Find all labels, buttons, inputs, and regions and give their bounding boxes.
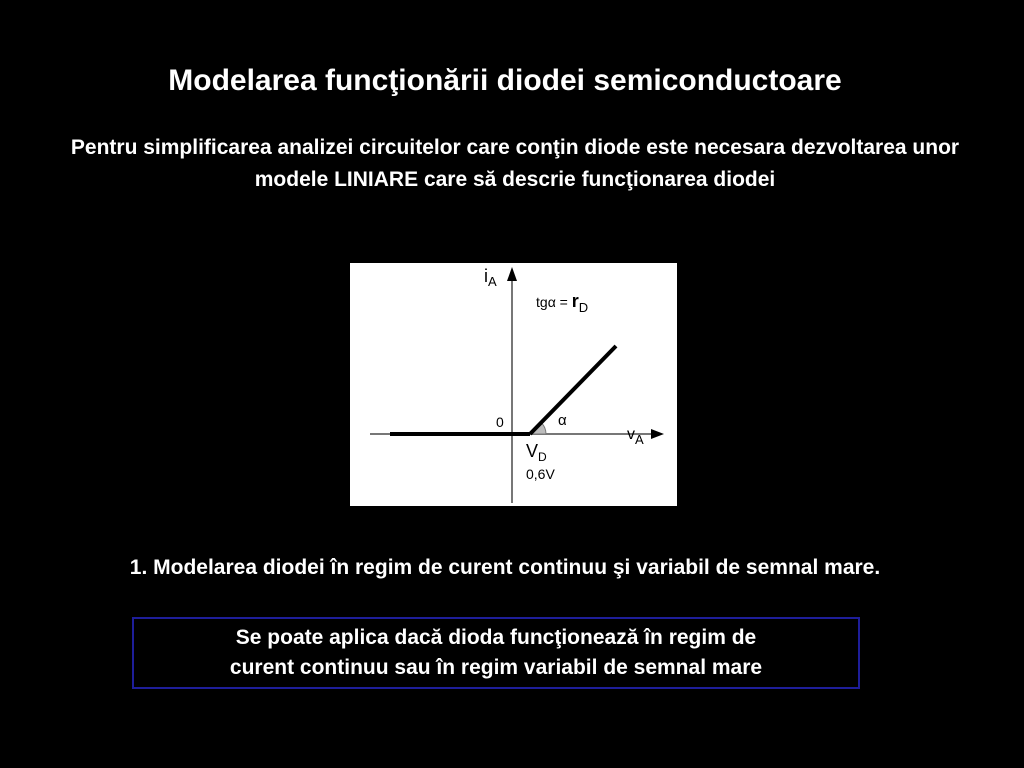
on-region-segment [530,346,616,434]
y-axis-label: $i_A$ [484,266,497,289]
y-axis-arrow [507,267,517,281]
intro-text: Pentru simplificarea analizei circuitelor care conţin diode este necesara dezvoltarea unor modele LINIARE care să descrie funcţionarea diodei [70,136,960,191]
slope-label: tgα = rD [536,291,589,315]
diode-characteristic-diagram [350,263,677,506]
threshold-label: $V_D$ [526,441,547,464]
diagram-canvas [350,263,677,506]
angle-label: α [558,412,567,429]
note-line-1: Se poate aplica dacă dioda funcţionează în regim de [235,626,757,649]
note-line-2: curent continuu sau în regim variabil de semnal mare [229,656,763,679]
origin-label: 0 [496,414,504,430]
x-axis-arrow [651,429,664,439]
threshold-value: 0,6V [526,466,555,482]
slide-title: Modelarea funcţionării diodei semiconductoare [168,64,842,97]
x-axis-label: $v_A$ [627,426,644,447]
section-point-1: 1. Modelarea diodei în regim de curent continuu şi variabil de semnal mare. [129,556,881,579]
note-box [132,617,860,689]
